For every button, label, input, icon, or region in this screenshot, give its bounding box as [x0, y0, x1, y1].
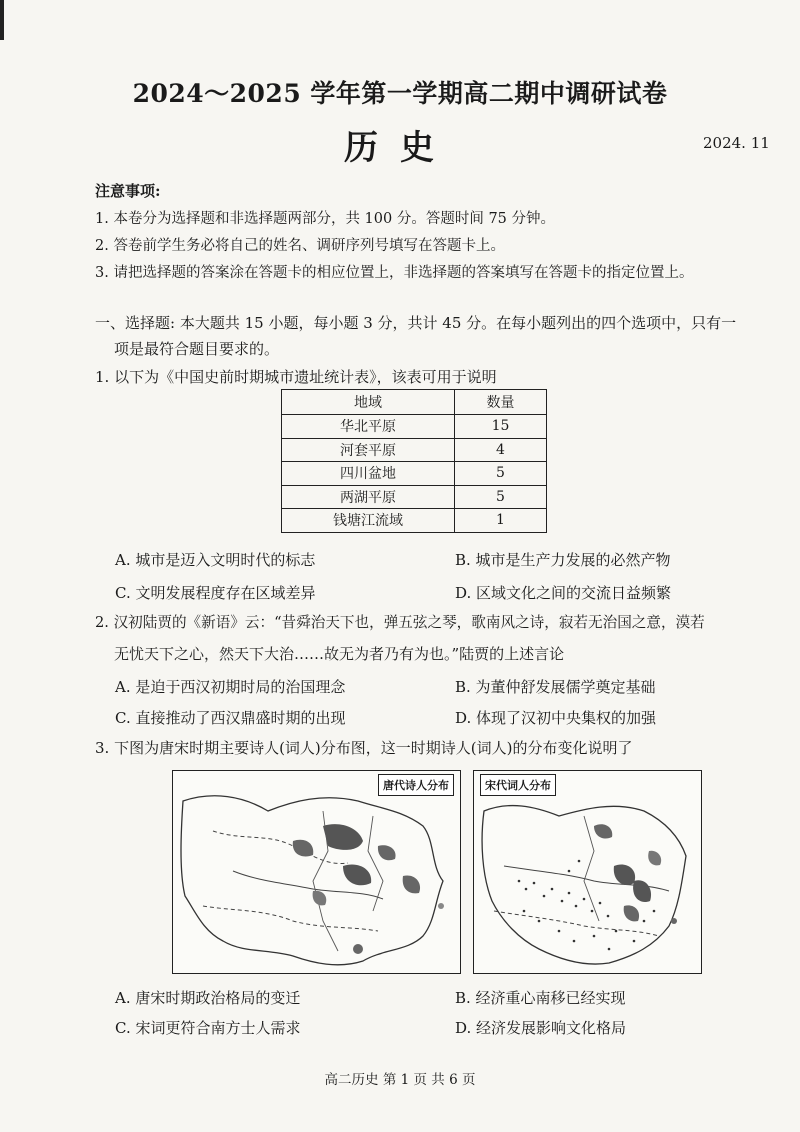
q3-option-c[interactable]: C. 宋词更符合南方士人需求	[115, 1019, 301, 1037]
page-footer: 高二历史 第 1 页 共 6 页	[324, 1072, 476, 1088]
subject-title: 历史	[344, 128, 456, 168]
exam-date: 2024. 11	[703, 134, 770, 152]
q1-option-c[interactable]: C. 文明发展程度存在区域差异	[115, 584, 316, 602]
tang-map-label: 唐代诗人分布	[378, 774, 454, 796]
table-row	[282, 438, 547, 462]
table-cell-region: 四川盆地	[282, 462, 455, 486]
table-cell-count: 15	[455, 415, 547, 439]
table-row	[282, 509, 547, 533]
table-header-row	[282, 390, 547, 415]
table-header-cell: 数量	[455, 390, 547, 415]
q2-stem-line2: 无忧天下之心，然天下大治……故无为者乃有为也。”陆贾的上述言论	[114, 645, 565, 663]
table-cell-region: 钱塘江流域	[282, 509, 455, 533]
tang-map-drawing	[173, 771, 460, 973]
q3-option-d[interactable]: D. 经济发展影响文化格局	[455, 1019, 627, 1037]
section-instructions-line2: 项是最符合题目要求的。	[114, 340, 280, 358]
tang-poets-map	[172, 770, 461, 974]
note-item: 3. 请把选择题的答案涂在答题卡的相应位置上，非选择题的答案填写在答题卡的指定位置上。	[95, 265, 694, 281]
table-row	[282, 462, 547, 486]
note-item: 2. 答卷前学生务必将自己的姓名、调研序列号填写在答题卡上。	[95, 238, 505, 254]
q2-option-b[interactable]: B. 为董仲舒发展儒学奠定基础	[455, 678, 656, 696]
table-cell-count: 4	[455, 438, 547, 462]
scan-edge-mark	[0, 0, 4, 40]
song-lyricists-map	[473, 770, 702, 974]
table-row	[282, 485, 547, 509]
section-instructions-line1: 一、选择题: 本大题共 15 小题，每小题 3 分，共计 45 分。在每小题列出的四个选项中，只有一	[95, 314, 737, 332]
q1-option-a[interactable]: A. 城市是迈入文明时代的标志	[115, 551, 316, 569]
table-cell-count: 1	[455, 509, 547, 533]
q2-stem-line1: 2. 汉初陆贾的《新语》云：“昔舜治天下也，弹五弦之琴，歌南风之诗，寂若无治国之意，漠若	[95, 614, 705, 631]
q1-option-b[interactable]: B. 城市是生产力发展的必然产物	[455, 551, 671, 569]
q3-option-b[interactable]: B. 经济重心南移已经实现	[455, 989, 626, 1007]
notes-heading: 注意事项:	[95, 182, 161, 200]
table-row	[282, 415, 547, 439]
song-map-label: 宋代词人分布	[480, 774, 556, 796]
table-cell-region: 华北平原	[282, 415, 455, 439]
table-header-cell: 地域	[282, 390, 455, 415]
q3-option-a[interactable]: A. 唐宋时期政治格局的变迁	[115, 989, 301, 1007]
q1-stem: 1. 以下为《中国史前时期城市遗址统计表》，该表可用于说明	[95, 368, 497, 386]
q1-option-d[interactable]: D. 区域文化之间的交流日益频繁	[455, 584, 672, 602]
q2-option-d[interactable]: D. 体现了汉初中央集权的加强	[455, 709, 657, 727]
table-cell-count: 5	[455, 462, 547, 486]
exam-title: 2024～2025 学年第一学期高二期中调研试卷	[132, 79, 668, 108]
q2-option-c[interactable]: C. 直接推动了西汉鼎盛时期的出现	[115, 709, 346, 727]
q2-option-a[interactable]: A. 是迫于西汉初期时局的治国理念	[115, 678, 346, 696]
city-sites-table	[281, 389, 547, 533]
note-item: 1. 本卷分为选择题和非选择题两部分，共 100 分。答题时间 75 分钟。	[95, 211, 556, 227]
song-map-drawing	[474, 771, 701, 973]
table-cell-region: 两湖平原	[282, 485, 455, 509]
q3-stem: 3. 下图为唐宋时期主要诗人(词人)分布图，这一时期诗人(词人)的分布变化说明了	[95, 739, 633, 757]
table-cell-region: 河套平原	[282, 438, 455, 462]
table-cell-count: 5	[455, 485, 547, 509]
